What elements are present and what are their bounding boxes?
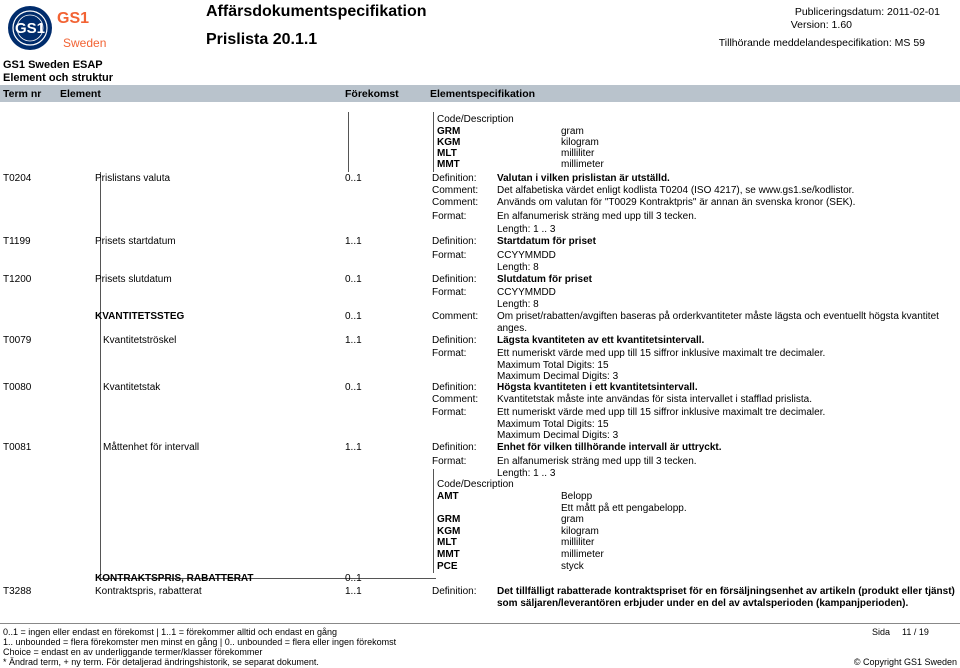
code-desc: millimeter: [561, 159, 604, 170]
definition: Enhet för vilken tillhörande intervall är uttryckt.: [497, 442, 722, 453]
term-number: T1199: [3, 236, 31, 247]
code-desc: gram: [561, 126, 584, 137]
code-item: MLT: [437, 537, 457, 548]
max-decimal-digits: Maximum Decimal Digits: 3: [497, 430, 619, 441]
label-definition: Definition:: [432, 382, 477, 393]
length: Length: 1 .. 3: [497, 224, 556, 235]
svg-text:GS1: GS1: [14, 20, 46, 37]
document-subtitle: Prislista 20.1.1: [206, 31, 318, 48]
code-item: MLT: [437, 148, 457, 159]
footer-divider: [0, 623, 960, 624]
definition: Högsta kvantiteten i ett kvantitetsintervall.: [497, 382, 698, 393]
length: Length: 8: [497, 262, 539, 273]
version: Version: 1.60: [790, 19, 852, 31]
comment: Det alfabetiska värdet enligt kodlista T0204 (ISO 4217), se www.gs1.se/kodlistor.: [497, 185, 855, 196]
format: Ett numeriskt värde med upp till 15 siffror inklusive maximalt tre decimaler.: [497, 407, 826, 418]
definition: Valutan i vilken prislistan är utställd.: [497, 173, 670, 184]
code-item: GRM: [437, 514, 461, 525]
code-extra: Ett mått på ett pengabelopp.: [561, 503, 687, 514]
column-element: Element: [60, 88, 101, 100]
footer-legend-4: * Ändrad term, + ny term. För detaljerad ändringshistorik, se separat dokument.: [3, 657, 319, 667]
format: En alfanumerisk sträng med upp till 3 tecken.: [497, 456, 697, 467]
occurrence: 1..1: [345, 236, 362, 247]
max-total-digits: Maximum Total Digits: 15: [497, 419, 609, 430]
occurrence: 0..1: [345, 173, 362, 184]
label-format: Format:: [432, 211, 467, 222]
element-name: Prislistans valuta: [95, 173, 171, 184]
comment: Används om valutan för "T0029 Kontraktpris" är annan än svenska kronor (SEK).: [497, 197, 856, 208]
code-desc: milliliter: [561, 148, 595, 159]
occurrence: 1..1: [345, 586, 362, 597]
term-number: T0079: [3, 335, 32, 346]
code-desc: gram: [561, 514, 584, 525]
code-item: KGM: [437, 137, 461, 148]
comment: Om priset/rabatten/avgiften baseras på orderkvantiteter måste lägsta och eventuellt högsta kvantitet: [497, 311, 939, 322]
term-number: T1200: [3, 274, 32, 285]
code-list-header: Code/Description: [437, 479, 514, 490]
label-format: Format:: [432, 407, 467, 418]
tree-line: [433, 469, 434, 573]
footer-legend-2: 1.. unbounded = flera förekomster men minst en gång | 0.. unbounded = flera eller ingen förekomst: [3, 637, 397, 647]
label-definition: Definition:: [432, 442, 477, 453]
code-desc: kilogram: [561, 137, 599, 148]
class-name: KONTRAKTSPRIS, RABATTERAT: [95, 573, 254, 584]
format: Ett numeriskt värde med upp till 15 siffror inklusive maximalt tre decimaler.: [497, 348, 826, 359]
tree-line: [433, 112, 434, 172]
tree-line: [348, 112, 349, 172]
footer-legend-1: 0..1 = ingen eller endast en förekomst | 1..1 = förekommer alltid och endast en gång: [3, 627, 338, 637]
max-total-digits: Maximum Total Digits: 15: [497, 360, 609, 371]
label-format: Format:: [432, 456, 467, 467]
svg-text:Sweden: Sweden: [63, 36, 107, 50]
element-name: Kontraktspris, rabatterat: [95, 586, 202, 597]
occurrence: 0..1: [345, 274, 362, 285]
element-name: Kvantitetstak: [103, 382, 161, 393]
occurrence: 0..1: [345, 573, 362, 584]
term-number: T0081: [3, 442, 32, 453]
label-definition: Definition:: [432, 586, 477, 597]
definition-continued: som säljaren/leverantören erbjuder under en del av avtalsperioden (kampanjperioden).: [497, 598, 909, 609]
related-spec: Tillhörande meddelandespecifikation: MS 59: [718, 37, 925, 49]
label-definition: Definition:: [432, 236, 477, 247]
definition: Lägsta kvantiteten av ett kvantitetsintervall.: [497, 335, 705, 346]
max-decimal-digits: Maximum Decimal Digits: 3: [497, 371, 619, 382]
code-item: KGM: [437, 526, 461, 537]
label-definition: Definition:: [432, 173, 477, 184]
page-label: Sida: [872, 627, 891, 637]
gs1-sweden-logo: [3, 3, 109, 55]
label-format: Format:: [432, 250, 467, 261]
format: CCYYMMDD: [497, 287, 556, 298]
occurrence: 0..1: [345, 311, 362, 322]
definition: Startdatum för priset: [497, 236, 596, 247]
code-desc: milliliter: [561, 537, 595, 548]
code-item: PCE: [437, 561, 458, 572]
code-desc: Belopp: [561, 491, 593, 502]
occurrence: 1..1: [345, 335, 362, 346]
element-name: Prisets slutdatum: [95, 274, 172, 285]
code-item: AMT: [437, 491, 459, 502]
page-number: 11 / 19: [902, 627, 929, 637]
definition: Det tillfälligt rabatterade kontraktspriset för en försäljningsenhet av artikeln (produkt eller tjänst): [497, 586, 955, 597]
document-title: Affärsdokumentspecifikation: [206, 3, 427, 20]
label-format: Format:: [432, 348, 467, 359]
element-name: Kvantitetströskel: [103, 335, 177, 346]
term-number: T0204: [3, 173, 32, 184]
copyright: © Copyright GS1 Sweden: [853, 657, 957, 667]
code-desc: kilogram: [561, 526, 599, 537]
element-name: Måttenhet för intervall: [103, 442, 200, 453]
code-item: GRM: [437, 126, 461, 137]
class-name: KVANTITETSSTEG: [95, 311, 185, 322]
code-desc: styck: [561, 561, 584, 572]
occurrence: 1..1: [345, 442, 362, 453]
label-comment: Comment:: [432, 197, 479, 208]
label-definition: Definition:: [432, 335, 477, 346]
comment: Kvantitetstak måste inte användas för sista intervallet i stafflad prislista.: [497, 394, 812, 405]
column-occurrence: Förekomst: [345, 88, 399, 100]
format: En alfanumerisk sträng med upp till 3 tecken.: [497, 211, 697, 222]
tree-line: [100, 172, 101, 578]
comment-continued: anges.: [497, 323, 528, 334]
footer-legend-3: Choice = endast en av underliggande termer/klasser förekommer: [3, 647, 263, 657]
label-comment: Comment:: [432, 394, 479, 405]
code-list-header: Code/Description: [437, 114, 514, 125]
svg-text:GS1: GS1: [57, 10, 90, 27]
publication-date: Publiceringsdatum: 2011-02-01: [794, 6, 940, 18]
code-item: MMT: [437, 159, 460, 170]
code-desc: millimeter: [561, 549, 604, 560]
format: CCYYMMDD: [497, 250, 556, 261]
element-name: Prisets startdatum: [95, 236, 176, 247]
occurrence: 0..1: [345, 382, 362, 393]
label-definition: Definition:: [432, 274, 477, 285]
label-comment: Comment:: [432, 185, 479, 196]
column-term: Term nr: [3, 88, 42, 100]
length: Length: 1 .. 3: [497, 468, 556, 479]
term-number: T3288: [3, 586, 32, 597]
column-spec: Elementspecifikation: [430, 88, 536, 100]
term-number: T0080: [3, 382, 32, 393]
length: Length: 8: [497, 299, 539, 310]
label-format: Format:: [432, 287, 467, 298]
label-comment: Comment:: [432, 311, 479, 322]
organization: GS1 Sweden ESAP: [3, 59, 103, 71]
code-item: MMT: [437, 549, 460, 560]
section-title: Element och struktur: [3, 72, 114, 84]
definition: Slutdatum för priset: [497, 274, 593, 285]
